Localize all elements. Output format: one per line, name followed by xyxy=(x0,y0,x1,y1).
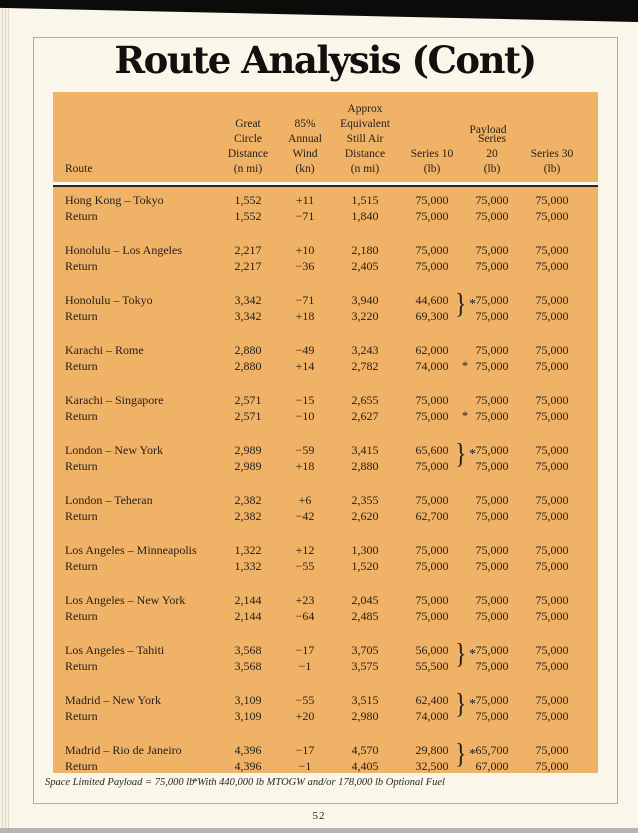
return-label: Return xyxy=(65,608,98,623)
series-20-payload-value: 75,000 xyxy=(475,493,509,507)
marker-cell xyxy=(459,609,471,625)
great-circle-distance-value: 1,552 xyxy=(234,208,262,223)
series-10-payload-value: 75,000 xyxy=(415,593,449,607)
route-row-group xyxy=(53,243,598,274)
route-row-group xyxy=(53,493,598,524)
header-series-10: Series 10 (lb) xyxy=(410,148,454,175)
still-air-distance-value: 2,485 xyxy=(351,608,379,623)
route-row-group xyxy=(53,639,598,674)
wind-value: −49 xyxy=(295,343,315,357)
series-30-payload-value: 75,000 xyxy=(535,358,569,373)
marker-cell xyxy=(459,193,471,209)
marker-cell: * xyxy=(461,408,469,423)
still-air-distance-value: 3,415 xyxy=(351,443,379,457)
route-row-group xyxy=(53,689,598,724)
wind-value: −17 xyxy=(295,743,315,757)
outbound-row xyxy=(53,593,598,609)
outbound-row xyxy=(53,393,598,409)
series-10-payload-value: 75,000 xyxy=(415,258,449,273)
return-row xyxy=(53,209,598,225)
series-10-payload-value: 75,000 xyxy=(415,393,449,407)
header-payload-group: Payload xyxy=(469,124,507,136)
series-30-payload-value: 75,000 xyxy=(535,243,569,257)
marker-cell xyxy=(459,559,471,575)
still-air-distance-value: 4,405 xyxy=(351,758,379,773)
series-20-payload-value: 75,000 xyxy=(475,608,509,623)
outbound-row xyxy=(53,543,598,559)
series-20-payload-value: 75,000 xyxy=(475,443,509,457)
wind-value: −1 xyxy=(298,658,312,673)
still-air-distance-value: 2,782 xyxy=(351,358,379,373)
wind-value: −10 xyxy=(295,408,315,423)
series-30-payload-value: 75,000 xyxy=(535,343,569,357)
wind-value: −17 xyxy=(295,643,315,657)
great-circle-distance-value: 2,989 xyxy=(234,443,262,457)
route-name: London – Teheran xyxy=(65,493,153,507)
return-row xyxy=(53,709,598,725)
return-row xyxy=(53,359,598,375)
series-10-payload-value: 56,000 xyxy=(415,643,449,657)
series-20-payload-value: 75,000 xyxy=(475,508,509,523)
return-row xyxy=(53,559,598,575)
series-10-payload-value: 75,000 xyxy=(415,193,449,207)
still-air-distance-value: 2,045 xyxy=(351,593,379,607)
still-air-distance-value: 1,300 xyxy=(351,543,379,557)
series-20-payload-value: 75,000 xyxy=(475,343,509,357)
series-10-payload-value: 75,000 xyxy=(415,608,449,623)
series-20-payload-value: 75,000 xyxy=(475,358,509,373)
great-circle-distance-value: 2,382 xyxy=(234,493,262,507)
series-30-payload-value: 75,000 xyxy=(535,258,569,273)
series-20-payload-value: 65,700 xyxy=(475,743,509,757)
route-row-group xyxy=(53,193,598,224)
route-name: Madrid – New York xyxy=(65,693,161,707)
series-20-payload-value: 75,000 xyxy=(475,393,509,407)
wind-value: −59 xyxy=(295,443,315,457)
brace-icon: } xyxy=(455,639,467,670)
route-name: Los Angeles – Tahiti xyxy=(65,643,165,657)
series-20-payload-value: 75,000 xyxy=(475,258,509,273)
great-circle-distance-value: 2,144 xyxy=(234,593,262,607)
route-row-group xyxy=(53,543,598,574)
series-20-payload-value: 75,000 xyxy=(475,408,509,423)
series-30-payload-value: 75,000 xyxy=(535,393,569,407)
brace-icon: } xyxy=(455,439,467,470)
series-30-payload-value: 75,000 xyxy=(535,508,569,523)
payload-brace-annotation xyxy=(454,289,486,324)
route-name: Hong Kong – Tokyo xyxy=(65,193,164,207)
great-circle-distance-value: 4,396 xyxy=(234,758,262,773)
series-10-payload-value: 62,000 xyxy=(415,343,449,357)
route-name: Madrid – Rio de Janeiro xyxy=(65,743,182,757)
series-30-payload-value: 75,000 xyxy=(535,443,569,457)
series-30-payload-value: 75,000 xyxy=(535,558,569,573)
header-series-30: Series 30 (lb) xyxy=(530,148,574,175)
series-20-payload-value: 75,000 xyxy=(475,208,509,223)
wind-value: +20 xyxy=(295,708,315,723)
great-circle-distance-value: 3,568 xyxy=(234,643,262,657)
still-air-distance-value: 2,355 xyxy=(351,493,379,507)
series-10-payload-value: 44,600 xyxy=(415,293,449,307)
series-20-payload-value: 75,000 xyxy=(475,593,509,607)
return-label: Return xyxy=(65,358,98,373)
photo-top-edge xyxy=(0,0,638,22)
return-label: Return xyxy=(65,408,98,423)
wind-value: +23 xyxy=(295,593,315,607)
great-circle-distance-value: 3,109 xyxy=(234,708,262,723)
great-circle-distance-value: 2,144 xyxy=(234,608,262,623)
wind-value: −55 xyxy=(295,693,315,707)
marker-cell xyxy=(459,393,471,409)
series-20-payload-value: 75,000 xyxy=(475,643,509,657)
wind-value: +18 xyxy=(295,308,315,323)
outbound-row xyxy=(53,343,598,359)
series-10-payload-value: 55,500 xyxy=(415,658,449,673)
great-circle-distance-value: 2,217 xyxy=(234,243,262,257)
asterisk-icon: * xyxy=(469,297,476,312)
series-20-payload-value: 75,000 xyxy=(475,708,509,723)
route-row-group xyxy=(53,439,598,474)
marker-cell xyxy=(459,543,471,559)
marker-cell xyxy=(459,243,471,259)
route-row-group xyxy=(53,289,598,324)
photo-bottom-edge xyxy=(0,828,638,833)
series-20-payload-value: 75,000 xyxy=(475,658,509,673)
return-label: Return xyxy=(65,458,98,473)
payload-brace-annotation xyxy=(454,739,486,774)
great-circle-distance-value: 3,342 xyxy=(234,308,262,323)
marker-cell xyxy=(459,509,471,525)
table-body xyxy=(53,187,598,774)
still-air-distance-value: 2,980 xyxy=(351,708,379,723)
still-air-distance-value: 2,880 xyxy=(351,458,379,473)
series-30-payload-value: 75,000 xyxy=(535,208,569,223)
still-air-distance-value: 4,570 xyxy=(351,743,379,757)
header-annual-wind: 85% Annual Wind (kn) xyxy=(288,118,322,175)
book-page-edges xyxy=(0,8,9,833)
outbound-row xyxy=(53,293,598,309)
still-air-distance-value: 3,243 xyxy=(351,343,379,357)
header-route: Route xyxy=(65,163,93,175)
series-30-payload-value: 75,000 xyxy=(535,543,569,557)
great-circle-distance-value: 2,571 xyxy=(234,408,262,423)
outbound-row xyxy=(53,693,598,709)
brace-icon: } xyxy=(455,289,467,320)
wind-value: −15 xyxy=(295,393,315,407)
outbound-row xyxy=(53,193,598,209)
series-20-payload-value: 75,000 xyxy=(475,193,509,207)
wind-value: +6 xyxy=(298,493,312,507)
return-row xyxy=(53,459,598,475)
return-label: Return xyxy=(65,508,98,523)
series-20-payload-value: 75,000 xyxy=(475,693,509,707)
wind-value: +10 xyxy=(295,243,315,257)
marker-cell xyxy=(459,259,471,275)
series-10-payload-value: 75,000 xyxy=(415,458,449,473)
outbound-row xyxy=(53,243,598,259)
still-air-distance-value: 3,220 xyxy=(351,308,379,323)
still-air-distance-value: 3,575 xyxy=(351,658,379,673)
series-30-payload-value: 75,000 xyxy=(535,658,569,673)
still-air-distance-value: 2,180 xyxy=(351,243,379,257)
route-row-group xyxy=(53,739,598,774)
return-label: Return xyxy=(65,308,98,323)
still-air-distance-value: 3,515 xyxy=(351,693,379,707)
outbound-row xyxy=(53,493,598,509)
wind-value: +18 xyxy=(295,458,315,473)
still-air-distance-value: 2,655 xyxy=(351,393,379,407)
asterisk-icon: * xyxy=(469,747,476,762)
table-header xyxy=(53,92,598,182)
wind-value: +12 xyxy=(295,543,315,557)
footnote-mtogw-asterisk: *With 440,000 lb MTOGW and/or 178,000 lb Optional Fuel xyxy=(192,777,445,788)
header-series-20: Series 20 (lb) xyxy=(477,133,507,175)
still-air-distance-value: 1,520 xyxy=(351,558,379,573)
great-circle-distance-value: 2,989 xyxy=(234,458,262,473)
great-circle-distance-value: 1,322 xyxy=(234,543,262,557)
great-circle-distance-value: 2,382 xyxy=(234,508,262,523)
series-30-payload-value: 75,000 xyxy=(535,193,569,207)
great-circle-distance-value: 1,552 xyxy=(234,193,262,207)
route-name: London – New York xyxy=(65,443,164,457)
series-10-payload-value: 75,000 xyxy=(415,208,449,223)
still-air-distance-value: 3,940 xyxy=(351,293,379,307)
return-label: Return xyxy=(65,658,98,673)
route-row-group xyxy=(53,343,598,374)
series-10-payload-value: 74,000 xyxy=(415,708,449,723)
asterisk-icon: * xyxy=(469,697,476,712)
route-name: Los Angeles – New York xyxy=(65,593,186,607)
series-10-payload-value: 62,400 xyxy=(415,693,449,707)
series-30-payload-value: 75,000 xyxy=(535,758,569,773)
header-brace-spacer xyxy=(459,177,471,182)
return-row xyxy=(53,309,598,325)
great-circle-distance-value: 3,568 xyxy=(234,658,262,673)
series-10-payload-value: 75,000 xyxy=(415,543,449,557)
wind-value: −64 xyxy=(295,608,315,623)
return-label: Return xyxy=(65,208,98,223)
wind-value: −42 xyxy=(295,508,315,523)
return-label: Return xyxy=(65,758,98,773)
return-row xyxy=(53,659,598,675)
great-circle-distance-value: 2,217 xyxy=(234,258,262,273)
route-name: Karachi – Rome xyxy=(65,343,144,357)
series-30-payload-value: 75,000 xyxy=(535,693,569,707)
still-air-distance-value: 1,515 xyxy=(351,193,379,207)
series-20-payload-value: 75,000 xyxy=(475,558,509,573)
great-circle-distance-value: 2,571 xyxy=(234,393,262,407)
marker-cell xyxy=(459,593,471,609)
still-air-distance-value: 2,405 xyxy=(351,258,379,273)
payload-brace-annotation xyxy=(454,439,486,474)
return-label: Return xyxy=(65,558,98,573)
series-20-payload-value: 67,000 xyxy=(475,758,509,773)
route-analysis-table xyxy=(53,92,598,773)
marker-cell: * xyxy=(461,358,469,373)
route-name: Los Angeles – Minneapolis xyxy=(65,543,197,557)
route-name: Honolulu – Tokyo xyxy=(65,293,153,307)
series-20-payload-value: 75,000 xyxy=(475,458,509,473)
outbound-row xyxy=(53,443,598,459)
wind-value: +11 xyxy=(295,193,315,207)
brace-icon: } xyxy=(455,689,467,720)
series-10-payload-value: 75,000 xyxy=(415,493,449,507)
still-air-distance-value: 2,620 xyxy=(351,508,379,523)
wind-value: +14 xyxy=(295,358,315,373)
route-row-group xyxy=(53,393,598,424)
return-row xyxy=(53,759,598,775)
marker-cell xyxy=(459,493,471,509)
route-row-group xyxy=(53,593,598,624)
series-10-payload-value: 69,300 xyxy=(415,308,449,323)
series-30-payload-value: 75,000 xyxy=(535,493,569,507)
great-circle-distance-value: 4,396 xyxy=(234,743,262,757)
return-row xyxy=(53,509,598,525)
return-label: Return xyxy=(65,258,98,273)
outbound-row xyxy=(53,743,598,759)
wind-value: −36 xyxy=(295,258,315,273)
great-circle-distance-value: 2,880 xyxy=(234,343,262,357)
series-10-payload-value: 75,000 xyxy=(415,243,449,257)
series-20-payload-value: 75,000 xyxy=(475,293,509,307)
page-title: Route Analysis (Cont) xyxy=(114,38,536,82)
great-circle-distance-value: 1,332 xyxy=(234,558,262,573)
series-10-payload-value: 29,800 xyxy=(415,743,449,757)
series-10-payload-value: 65,600 xyxy=(415,443,449,457)
return-row xyxy=(53,609,598,625)
series-30-payload-value: 75,000 xyxy=(535,593,569,607)
series-30-payload-value: 75,000 xyxy=(535,308,569,323)
series-20-payload-value: 75,000 xyxy=(475,308,509,323)
payload-brace-annotation xyxy=(454,639,486,674)
page-number: 52 xyxy=(312,810,326,822)
wind-value: −1 xyxy=(298,758,312,773)
return-row xyxy=(53,259,598,275)
asterisk-icon: * xyxy=(469,647,476,662)
route-name: Honolulu – Los Angeles xyxy=(65,243,182,257)
series-30-payload-value: 75,000 xyxy=(535,743,569,757)
great-circle-distance-value: 3,109 xyxy=(234,693,262,707)
series-30-payload-value: 75,000 xyxy=(535,408,569,423)
marker-cell xyxy=(459,209,471,225)
route-name: Karachi – Singapore xyxy=(65,393,164,407)
series-10-payload-value: 74,000 xyxy=(415,358,449,373)
still-air-distance-value: 3,705 xyxy=(351,643,379,657)
series-30-payload-value: 75,000 xyxy=(535,643,569,657)
return-label: Return xyxy=(65,708,98,723)
series-30-payload-value: 75,000 xyxy=(535,708,569,723)
series-10-payload-value: 32,500 xyxy=(415,758,449,773)
series-20-payload-value: 75,000 xyxy=(475,243,509,257)
wind-value: −55 xyxy=(295,558,315,573)
great-circle-distance-value: 2,880 xyxy=(234,358,262,373)
series-30-payload-value: 75,000 xyxy=(535,458,569,473)
series-30-payload-value: 75,000 xyxy=(535,608,569,623)
wind-value: −71 xyxy=(295,293,315,307)
wind-value: −71 xyxy=(295,208,315,223)
still-air-distance-value: 1,840 xyxy=(351,208,379,223)
marker-cell xyxy=(459,343,471,359)
series-20-payload-value: 75,000 xyxy=(475,543,509,557)
return-row xyxy=(53,409,598,425)
series-30-payload-value: 75,000 xyxy=(535,293,569,307)
header-great-circle-distance: Great Circle Distance (n mi) xyxy=(227,118,269,175)
outbound-row xyxy=(53,643,598,659)
asterisk-icon: * xyxy=(469,447,476,462)
brace-icon: } xyxy=(455,739,467,770)
header-still-air-distance: Approx Equivalent Still Air Distance (n mi) xyxy=(340,103,390,175)
series-10-payload-value: 75,000 xyxy=(415,408,449,423)
footnote-space-limited-payload: Space Limited Payload = 75,000 lb xyxy=(45,777,195,788)
series-10-payload-value: 62,700 xyxy=(415,508,449,523)
series-10-payload-value: 75,000 xyxy=(415,558,449,573)
payload-brace-annotation xyxy=(454,689,486,724)
great-circle-distance-value: 3,342 xyxy=(234,293,262,307)
still-air-distance-value: 2,627 xyxy=(351,408,379,423)
